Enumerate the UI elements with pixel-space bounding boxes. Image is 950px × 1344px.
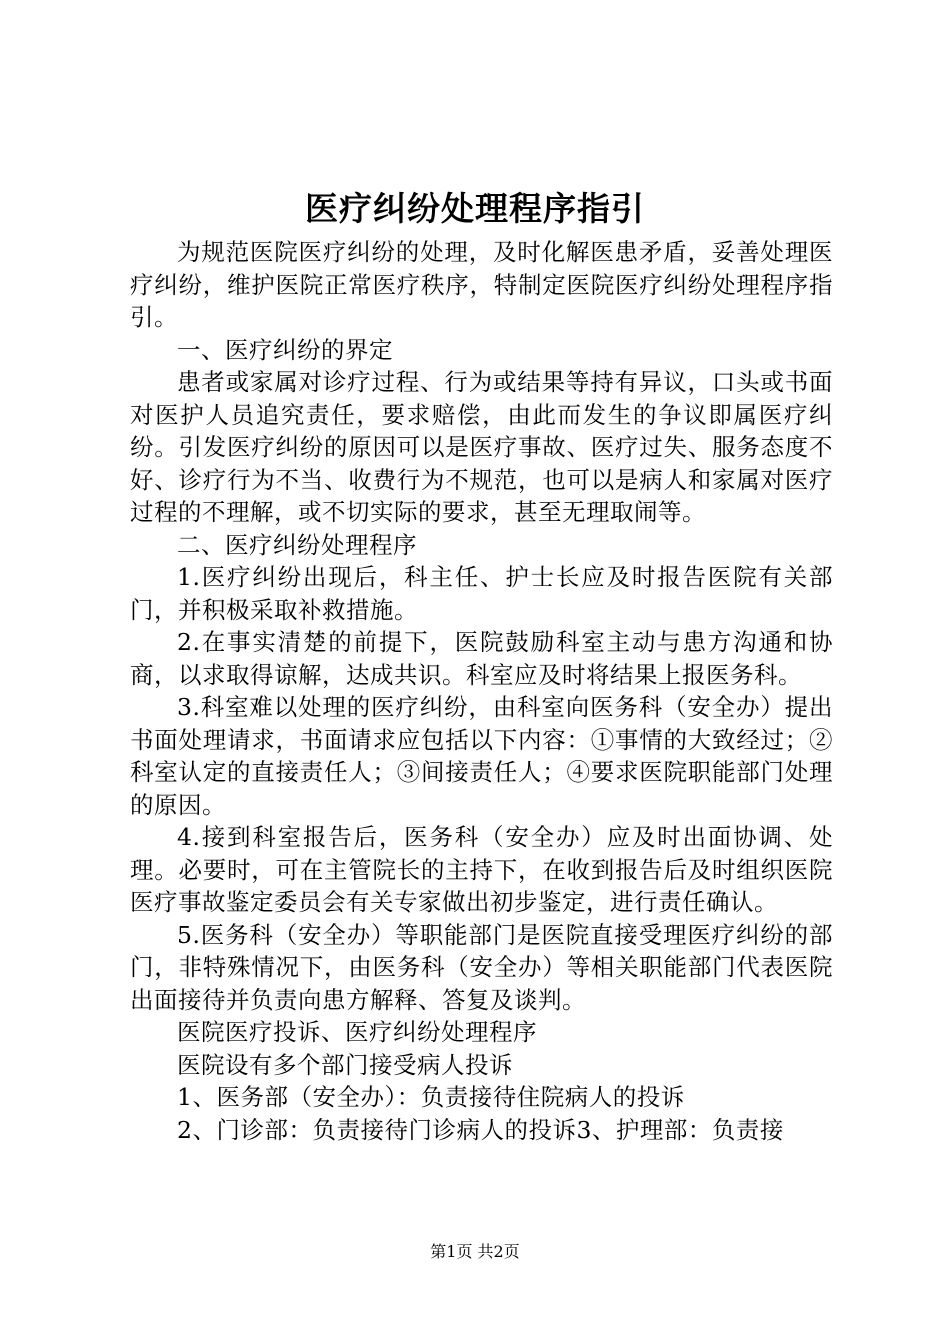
paragraph-step-1: 1.医疗纠纷出现后，科主任、护士长应及时报告医院有关部门，并积极采取补救措施。	[130, 563, 833, 624]
section-heading-definition: 一、医疗纠纷的界定	[177, 335, 393, 364]
paragraph-complaint-item-1: 1、医务部（安全办）：负责接待住院病人的投诉	[177, 1083, 685, 1111]
paragraph-step-2: 2.在事实清楚的前提下，医院鼓励科室主动与患方沟通和协商，以求取得谅解，达成共识。科室应及时将结果上报医务科。	[130, 628, 833, 689]
page-footer: 第1页 共2页	[430, 1242, 520, 1261]
document-title: 医疗纠纷处理程序指引	[305, 189, 645, 228]
paragraph-intro: 为规范医院医疗纠纷的处理，及时化解医患矛盾，妥善处理医疗纠纷，维护医院正常医疗秩序，特制定医院医疗纠纷处理程序指引。	[130, 238, 833, 331]
paragraph-step-4: 4.接到科室报告后，医务科（安全办）应及时出面协调、处理。必要时，可在主管院长的主持下，在收到报告后及时组织医院医疗事故鉴定委员会有关专家做出初步鉴定，进行责任确认。	[130, 823, 833, 916]
section-heading-procedure: 二、医疗纠纷处理程序	[177, 530, 417, 559]
document-body	[130, 236, 833, 1146]
paragraph-complaint-heading: 医院医疗投诉、医疗纠纷处理程序	[177, 1018, 537, 1046]
paragraph-step-3: 3.科室难以处理的医疗纠纷，由科室向医务科（安全办）提出书面处理请求，书面请求应包括以下内容：①事情的大致经过；②科室认定的直接责任人；③间接责任人；④要求医院职能部门处理的原因。	[130, 693, 833, 819]
paragraph-step-5: 5.医务科（安全办）等职能部门是医院直接受理医疗纠纷的部门，非特殊情况下，由医务科（安全办）等相关职能部门代表医院出面接待并负责向患方解释、答复及谈判。	[130, 920, 833, 1014]
paragraph-complaint-intro: 医院设有多个部门接受病人投诉	[177, 1050, 513, 1079]
paragraph-complaint-item-2: 2、门诊部：负责接待门诊病人的投诉3、护理部：负责接	[177, 1115, 784, 1144]
paragraph-definition: 患者或家属对诊疗过程、行为或结果等持有异议，口头或书面对医护人员追究责任，要求赔偿，由此而发生的争议即属医疗纠纷。引发医疗纠纷的原因可以是医疗事故、医疗过失、服务态度不好、诊疗行为不当、收费行为不规范，也可以是病人和家属对医疗过程的不理解，或不切实际的要求，甚至无理取闹等。	[130, 368, 833, 526]
